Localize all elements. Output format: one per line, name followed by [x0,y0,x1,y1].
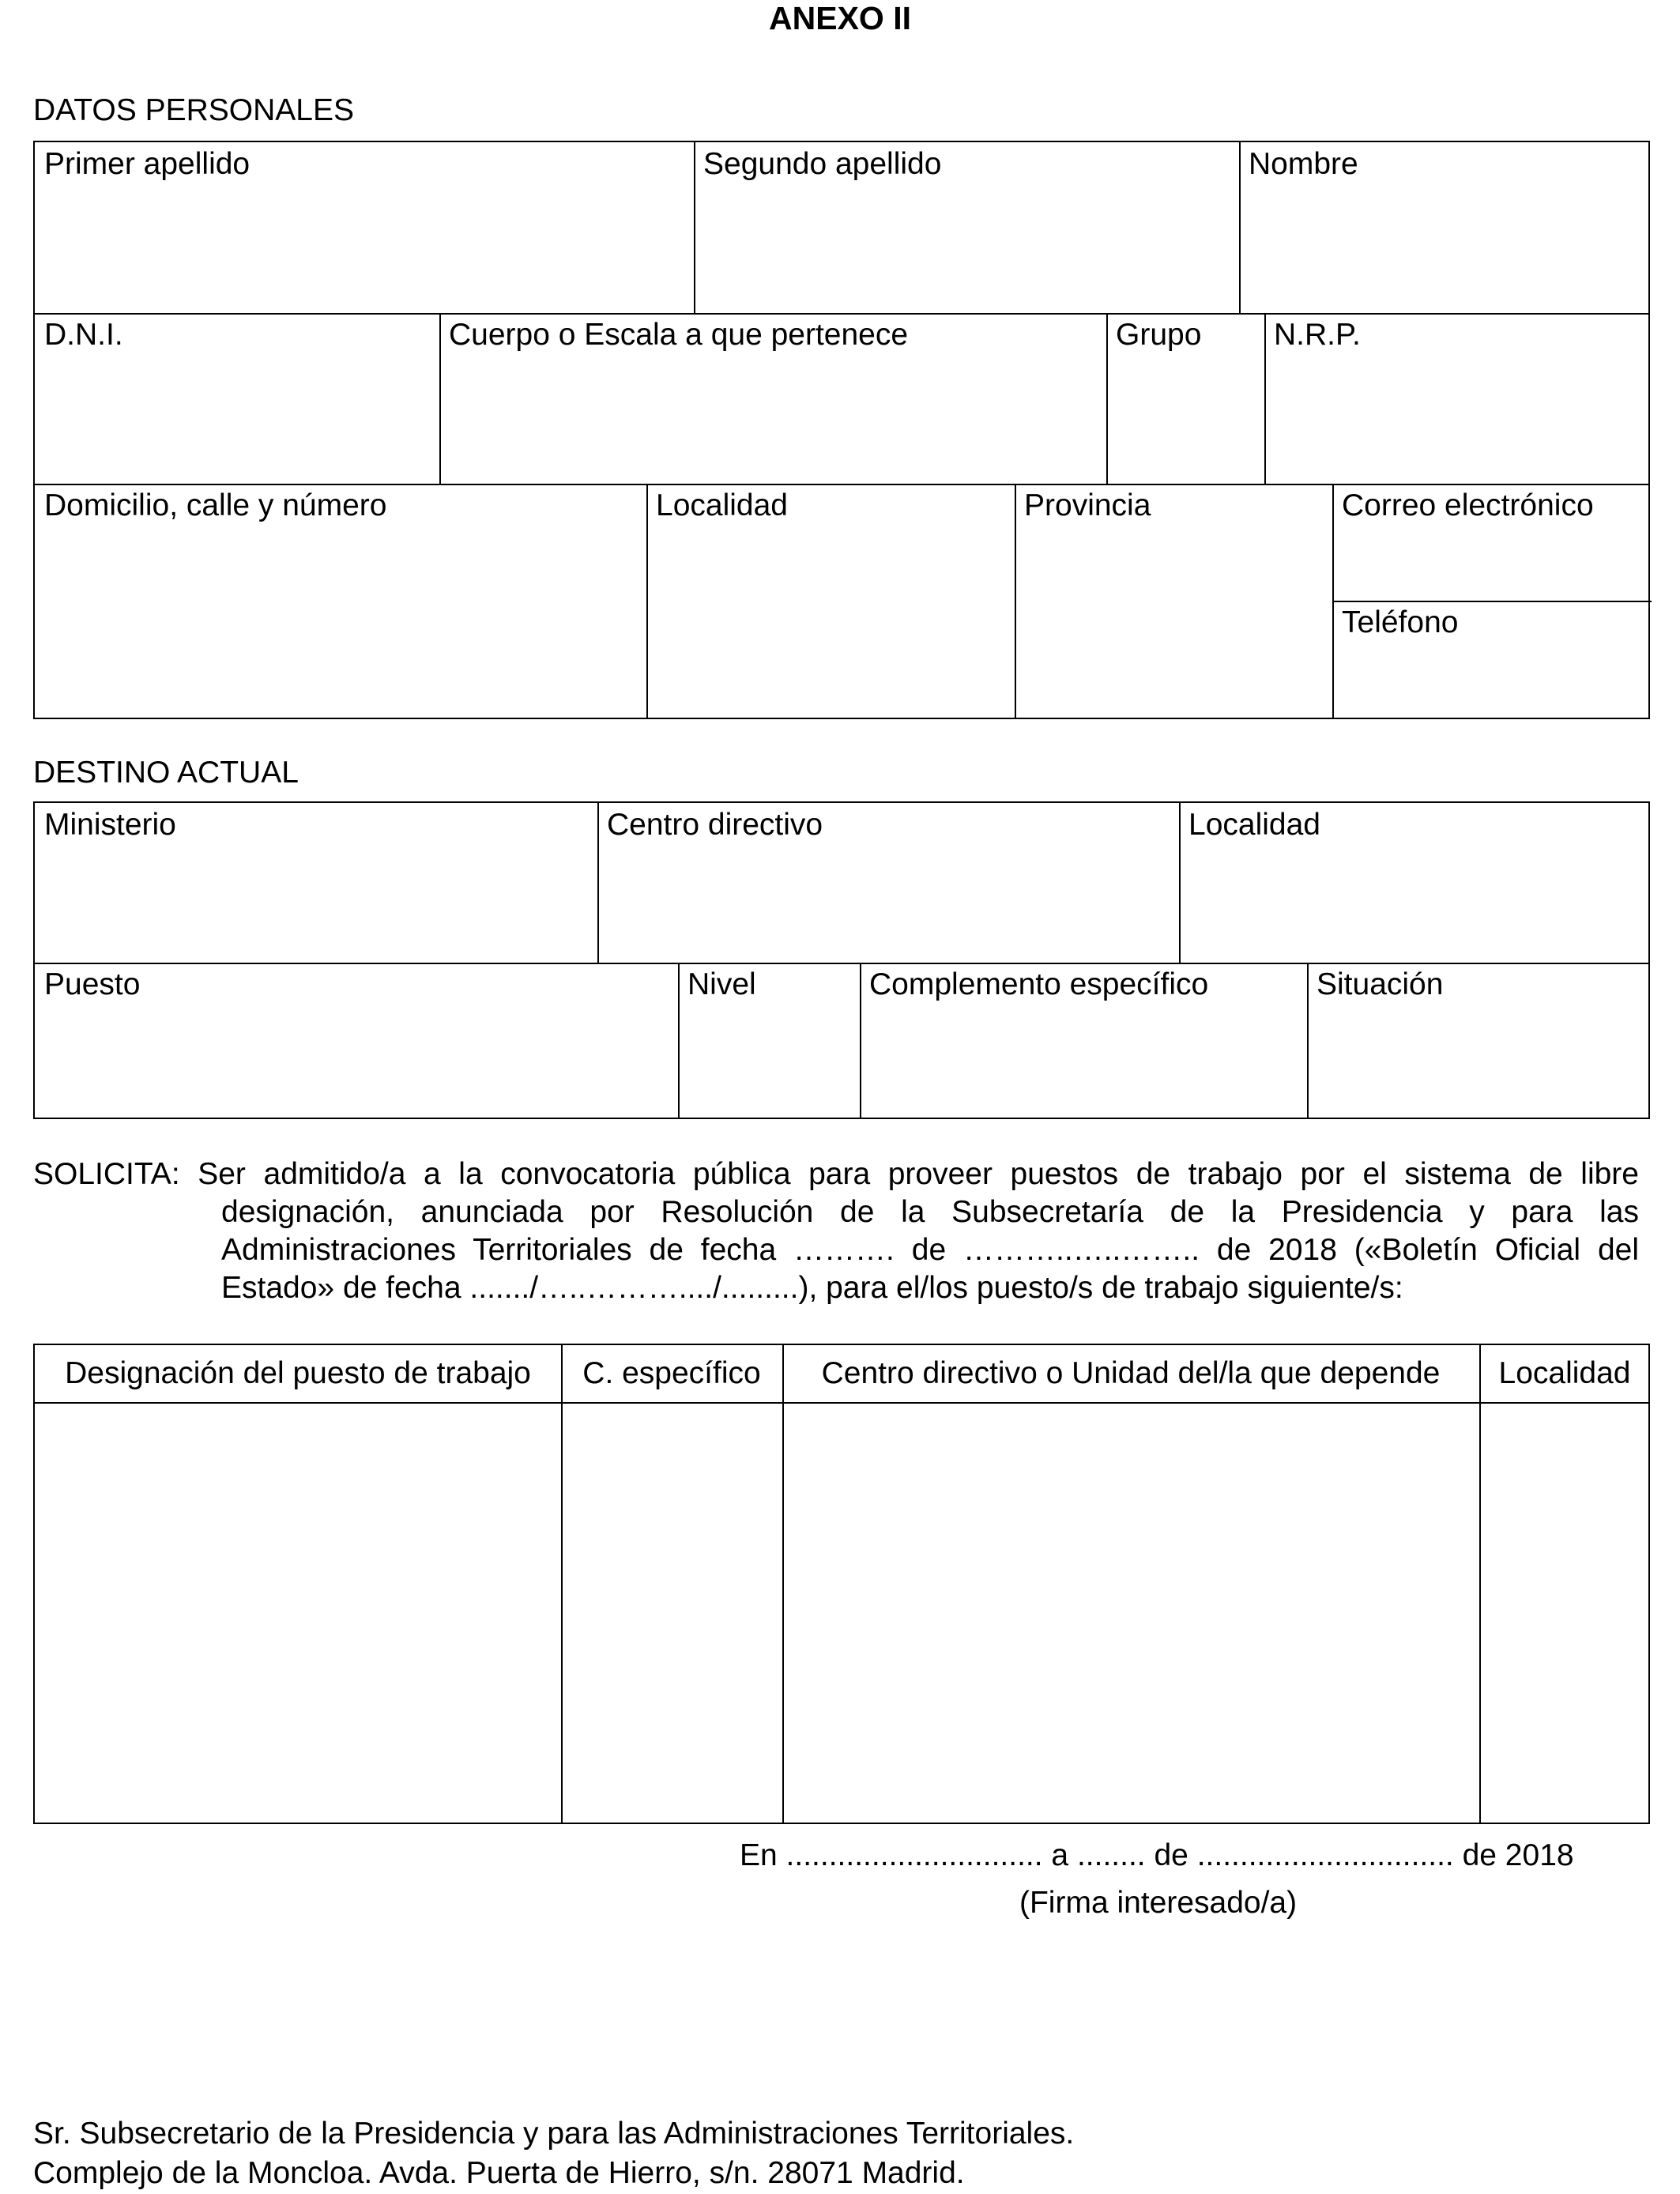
section-heading-datos-personales: DATOS PERSONALES [33,93,355,127]
centro-directivo-field[interactable] [597,803,1179,963]
column-header-localidad: Localidad [1498,1356,1631,1390]
complemento-field[interactable] [860,963,1307,1119]
column-header-c-especifico: C. específico [582,1356,761,1390]
localidad-destino-label: Localidad [1188,808,1320,842]
datos-personales-table [33,141,1650,719]
situacion-label: Situación [1317,967,1444,1001]
solicita-line: SOLICITA: Ser admitido/a a la convocatoria pública para proveer puestos de trabajo por el sistema de libre [33,1157,1639,1191]
dni-label: D.N.I. [44,318,123,352]
column-header-centro-directivo: Centro directivo o Unidad del/la que depende [821,1356,1441,1390]
fecha-line: En .............................. a ........ de .............................. de 2018 [740,1838,1574,1872]
provincia-label: Provincia [1024,488,1151,522]
telefono-field[interactable] [1332,601,1650,718]
localidad-destino-field[interactable] [1179,803,1650,963]
telefono-label: Teléfono [1342,605,1459,639]
provincia-field[interactable] [1015,484,1332,718]
solicita-line: designación, anunciada por Resolución de la Subsecretaría de la Presidencia y para las [221,1195,1639,1229]
solicita-paragraph [33,1155,1639,1307]
nombre-label: Nombre [1249,147,1358,181]
puestos-table [33,1344,1650,1824]
nrp-field[interactable] [1264,313,1650,484]
cuerpo-escala-label: Cuerpo o Escala a que pertenece [449,318,909,352]
nombre-field[interactable] [1239,142,1650,313]
section-heading-destino-actual: DESTINO ACTUAL [33,756,299,790]
correo-label: Correo electrónico [1342,488,1594,522]
grupo-label: Grupo [1116,318,1202,352]
localidad-label: Localidad [656,488,788,522]
puesto-label: Puesto [44,967,141,1001]
column-header-designacion: Designación del puesto de trabajo [65,1356,531,1390]
nivel-field[interactable] [678,963,860,1119]
designacion-input-area[interactable] [35,1404,561,1823]
correo-field[interactable] [1332,484,1650,601]
localidad-field[interactable] [646,484,1015,718]
centro-directivo-label: Centro directivo [607,808,823,842]
destino-actual-table [33,801,1650,1119]
segundo-apellido-field[interactable] [694,142,1239,313]
destinatario-line: Sr. Subsecretario de la Presidencia y para las Administraciones Territoriales. [33,2117,1075,2151]
c-especifico-input-area[interactable] [563,1404,782,1823]
situacion-field[interactable] [1307,963,1650,1119]
nrp-label: N.R.P. [1274,318,1361,352]
solicita-line: Estado» de fecha ......./…..………..../.........), para el/los puesto/s de trabajo siguiente/s: [221,1271,1403,1305]
cuerpo-escala-field[interactable] [439,313,1106,484]
destinatario-address: Complejo de la Moncloa. Avda. Puerta de Hierro, s/n. 28071 Madrid. [33,2156,965,2190]
complemento-label: Complemento específico [869,967,1209,1001]
puesto-field[interactable] [35,963,678,1119]
grupo-field[interactable] [1106,313,1264,484]
firma-label: (Firma interesado/a) [1019,1886,1298,1920]
localidad-input-area[interactable] [1481,1404,1650,1823]
document-title: ANEXO II [769,0,911,36]
primer-apellido-field[interactable] [35,142,694,313]
dni-field[interactable] [35,313,439,484]
centro-directivo-input-area[interactable] [784,1404,1479,1823]
domicilio-field[interactable] [35,484,646,718]
domicilio-label: Domicilio, calle y número [44,488,387,522]
solicita-line: Administraciones Territoriales de fecha ………. de ………..…..…….. de 2018 («Boletín Oficial del [221,1233,1639,1267]
segundo-apellido-label: Segundo apellido [703,147,942,181]
ministerio-field[interactable] [35,803,597,963]
primer-apellido-label: Primer apellido [44,147,250,181]
nivel-label: Nivel [687,967,756,1001]
ministerio-label: Ministerio [44,808,176,842]
